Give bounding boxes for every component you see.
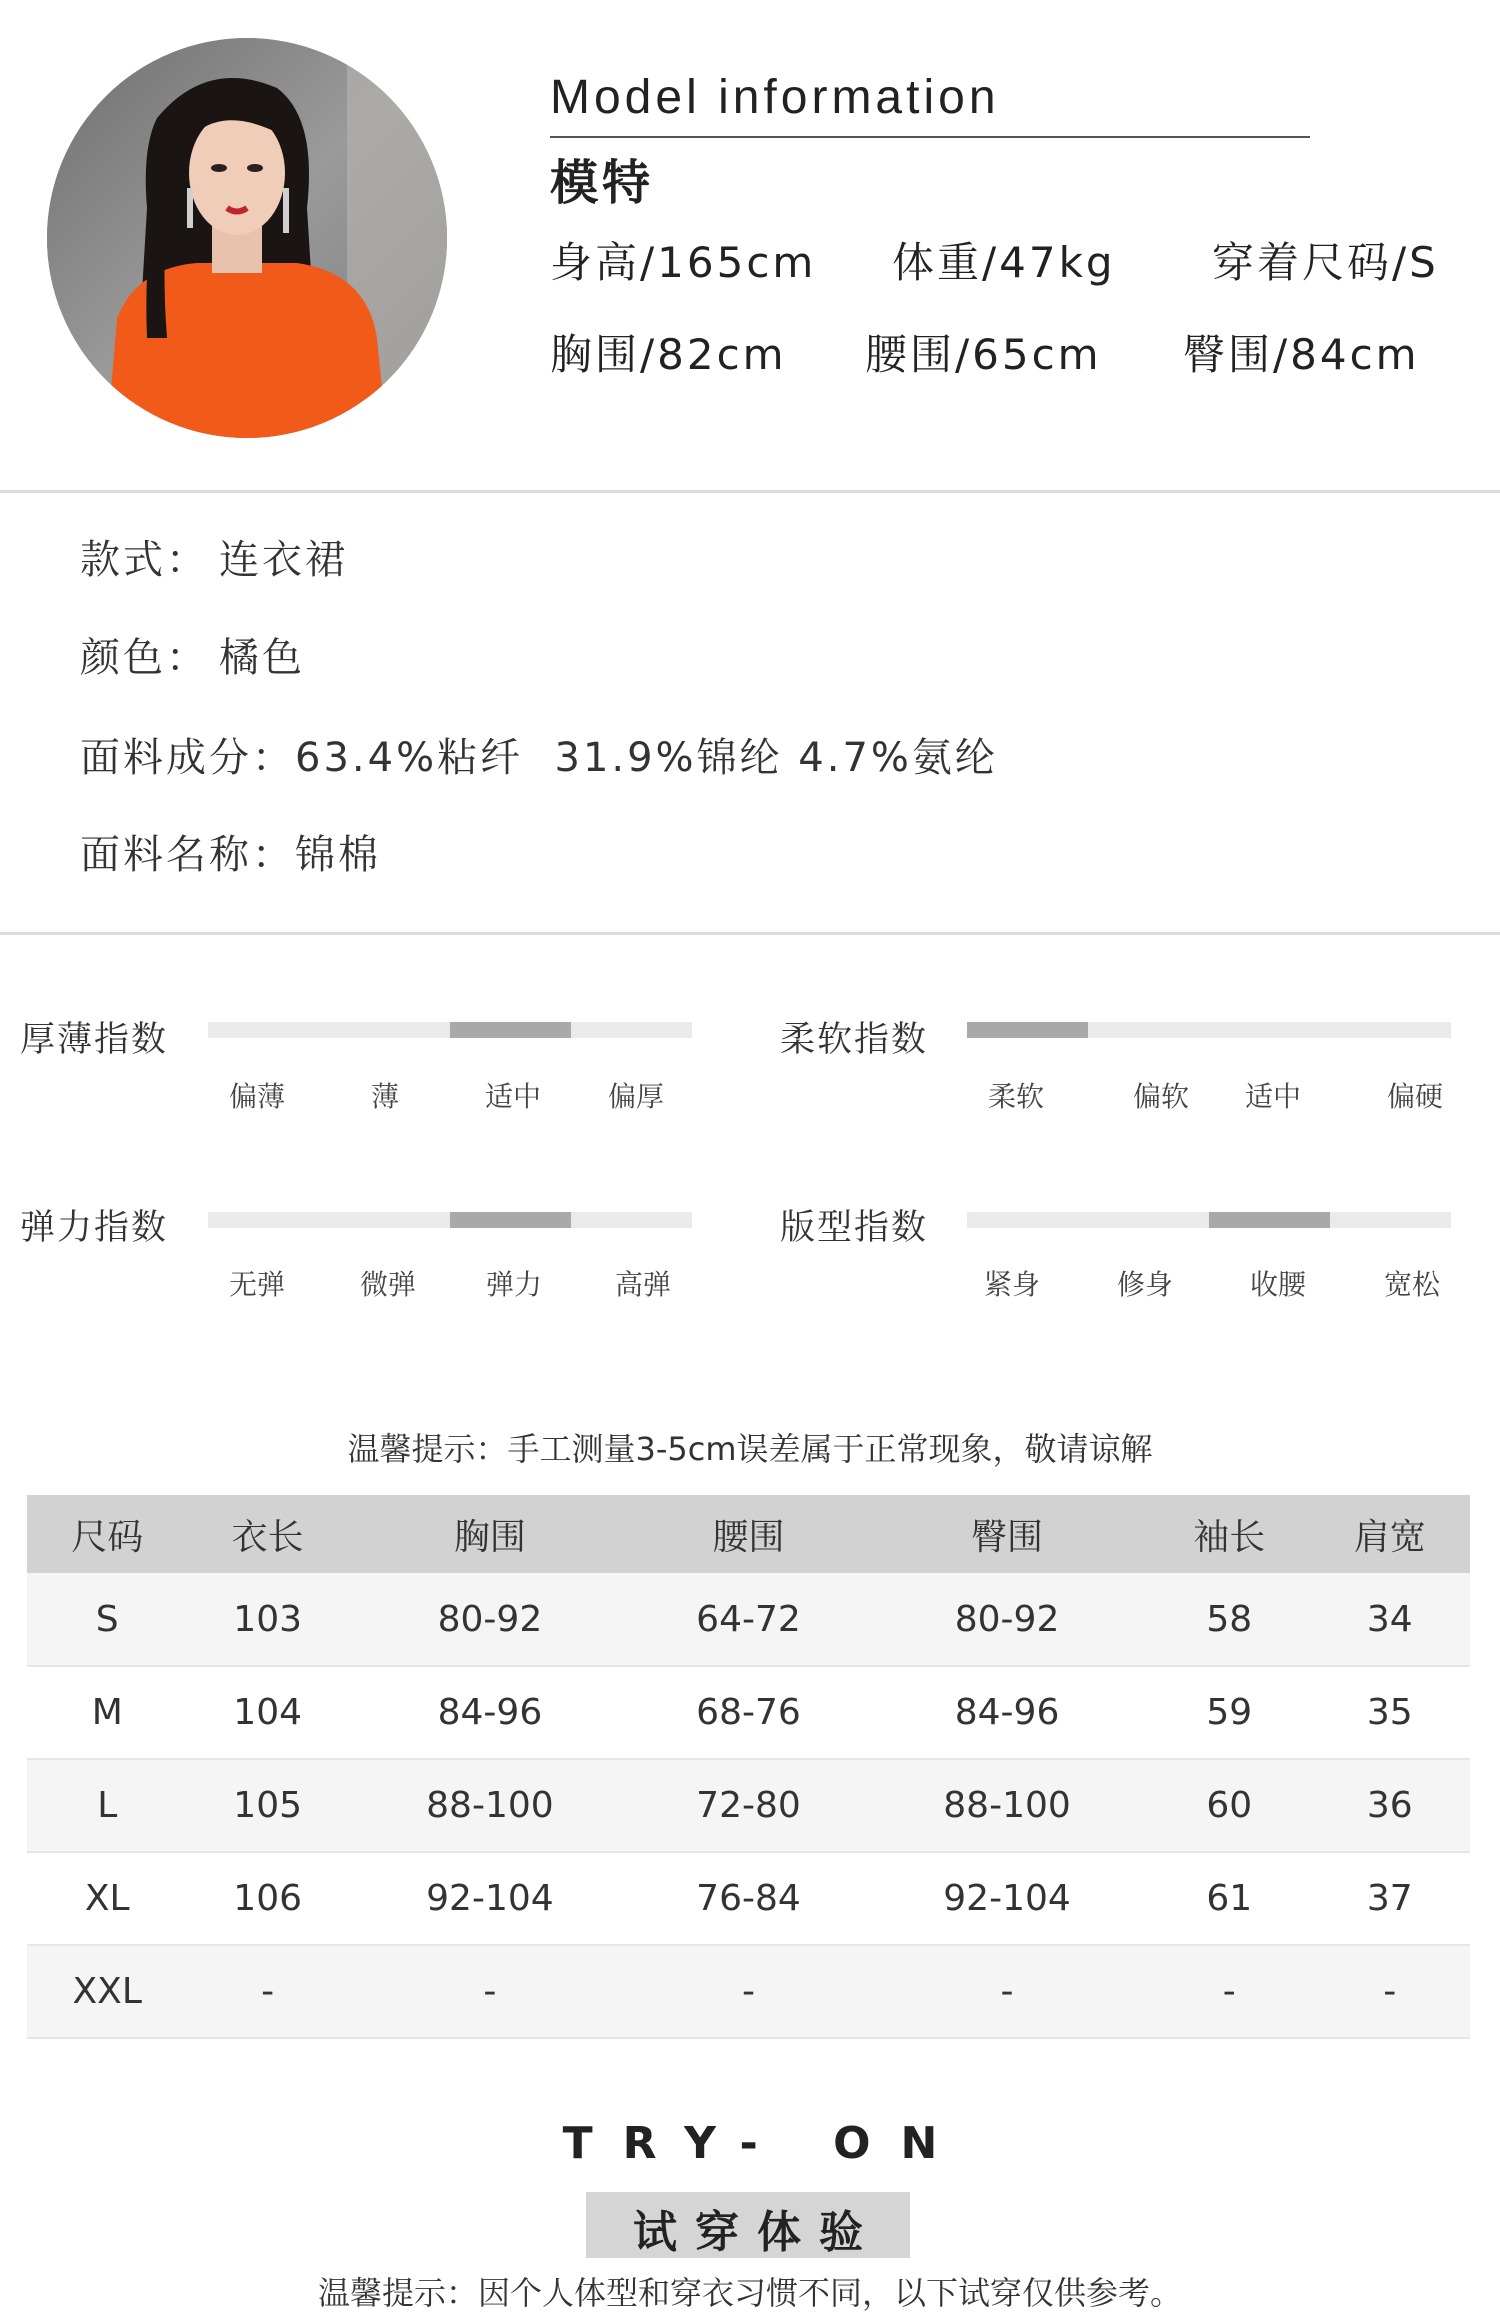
table-cell: 58 — [1149, 1573, 1309, 1666]
elasticity-index-fill — [450, 1212, 571, 1228]
table-row — [27, 1945, 1470, 2038]
info-color-value: 橘色 — [219, 635, 305, 681]
info-color — [80, 626, 305, 683]
softness-option: 偏硬 — [1386, 1080, 1444, 1113]
table-row — [27, 1573, 1470, 1666]
thickness-index-bar — [208, 1022, 692, 1038]
elasticity-index-label: 弹力指数 — [20, 1208, 169, 1248]
thickness-option: 适中 — [484, 1080, 542, 1113]
table-cell: 37 — [1310, 1852, 1470, 1945]
table-cell: - — [348, 1945, 632, 2038]
thickness-option: 偏厚 — [607, 1080, 665, 1113]
softness-option: 偏软 — [1132, 1080, 1190, 1113]
column-header: 臀围 — [865, 1495, 1149, 1573]
table-row — [27, 1759, 1470, 1852]
title-underline — [550, 136, 1310, 138]
measurement-notice: 温馨提示：手工测量3-5cm误差属于正常现象，敬请谅解 — [347, 1430, 1153, 1468]
model-photo — [47, 38, 447, 438]
table-cell: XXL — [27, 1945, 187, 2038]
table-cell: - — [632, 1945, 865, 2038]
table-cell: 59 — [1149, 1666, 1309, 1759]
info-fabric — [80, 726, 998, 783]
thickness-index-fill — [450, 1022, 571, 1038]
table-cell: 61 — [1149, 1852, 1309, 1945]
model-portrait-image — [47, 38, 447, 438]
table-cell: 88-100 — [348, 1759, 632, 1852]
model-weight: 体重/47kg — [892, 238, 1116, 287]
model-size: 穿着尺码/S — [1212, 238, 1439, 287]
softness-option: 适中 — [1244, 1080, 1302, 1113]
fit-option: 收腰 — [1249, 1268, 1307, 1301]
column-header: 尺码 — [27, 1495, 187, 1573]
table-cell: 80-92 — [348, 1573, 632, 1666]
table-cell: 72-80 — [632, 1759, 865, 1852]
size-table-header — [27, 1495, 1470, 1573]
section-divider — [0, 490, 1500, 493]
table-cell: L — [27, 1759, 187, 1852]
thickness-option: 薄 — [370, 1080, 400, 1113]
fit-index-label: 版型指数 — [780, 1208, 929, 1248]
table-cell: 68-76 — [632, 1666, 865, 1759]
table-cell: - — [1310, 1945, 1470, 2038]
column-header: 胸围 — [348, 1495, 632, 1573]
softness-index-fill — [967, 1022, 1088, 1038]
table-cell: 103 — [187, 1573, 347, 1666]
size-table — [27, 1495, 1470, 2039]
info-style-label: 款式： — [80, 537, 209, 583]
table-cell: 64-72 — [632, 1573, 865, 1666]
info-fabric-label: 面料成分： — [80, 735, 295, 781]
table-cell: 104 — [187, 1666, 347, 1759]
info-fabric-name — [80, 823, 381, 880]
table-cell: 88-100 — [865, 1759, 1149, 1852]
table-cell: 106 — [187, 1852, 347, 1945]
table-cell: XL — [27, 1852, 187, 1945]
softness-index-bar — [967, 1022, 1451, 1038]
softness-option: 柔软 — [987, 1080, 1045, 1113]
fit-index-fill — [1209, 1212, 1330, 1228]
table-cell: - — [1149, 1945, 1309, 2038]
elasticity-option: 高弹 — [614, 1268, 672, 1301]
model-hips: 臀围/84cm — [1183, 330, 1420, 379]
elasticity-index-bar — [208, 1212, 692, 1228]
thickness-option: 偏薄 — [228, 1080, 286, 1113]
table-cell: - — [187, 1945, 347, 2038]
table-cell: - — [865, 1945, 1149, 2038]
table-cell: 105 — [187, 1759, 347, 1852]
elasticity-option: 无弹 — [228, 1268, 286, 1301]
model-height: 身高/165cm — [550, 238, 817, 287]
table-cell: 76-84 — [632, 1852, 865, 1945]
fit-option: 宽松 — [1383, 1268, 1441, 1301]
table-cell: 92-104 — [348, 1852, 632, 1945]
model-info-title: Model information — [550, 71, 1000, 124]
column-header: 腰围 — [632, 1495, 865, 1573]
fit-index-bar — [967, 1212, 1451, 1228]
info-style — [80, 528, 348, 585]
table-cell: 92-104 — [865, 1852, 1149, 1945]
model-waist: 腰围/65cm — [865, 330, 1102, 379]
table-cell: 60 — [1149, 1759, 1309, 1852]
tryon-title: TRY- ON — [562, 2118, 968, 2169]
info-fabric-name-label: 面料名称： — [80, 832, 295, 878]
fit-option: 紧身 — [983, 1268, 1041, 1301]
table-row — [27, 1666, 1470, 1759]
table-row — [27, 1852, 1470, 1945]
column-header: 衣长 — [187, 1495, 347, 1573]
table-cell: 35 — [1310, 1666, 1470, 1759]
softness-index-label: 柔软指数 — [780, 1020, 929, 1060]
info-fabric-name-value: 锦棉 — [295, 832, 381, 878]
info-fabric-value: 63.4%粘纤 31.9%锦纶 4.7%氨纶 — [295, 735, 998, 781]
thickness-index-label: 厚薄指数 — [20, 1020, 169, 1060]
elasticity-option: 微弹 — [359, 1268, 417, 1301]
column-header: 袖长 — [1149, 1495, 1309, 1573]
table-cell: 36 — [1310, 1759, 1470, 1852]
fit-option: 修身 — [1116, 1268, 1174, 1301]
elasticity-option: 弹力 — [485, 1268, 543, 1301]
table-cell: 80-92 — [865, 1573, 1149, 1666]
table-cell: 84-96 — [348, 1666, 632, 1759]
info-style-value: 连衣裙 — [219, 537, 348, 583]
model-bust: 胸围/82cm — [550, 330, 787, 379]
tryon-subtitle: 试穿体验 — [633, 2207, 881, 2258]
table-cell: 34 — [1310, 1573, 1470, 1666]
table-cell: 84-96 — [865, 1666, 1149, 1759]
tryon-notice: 温馨提示：因个人体型和穿衣习惯不同，以下试穿仅供参考。 — [317, 2274, 1182, 2312]
section-divider — [0, 932, 1500, 935]
info-color-label: 颜色： — [80, 635, 209, 681]
model-info-subtitle: 模特 — [550, 155, 655, 211]
table-cell: S — [27, 1573, 187, 1666]
column-header: 肩宽 — [1310, 1495, 1470, 1573]
table-cell: M — [27, 1666, 187, 1759]
